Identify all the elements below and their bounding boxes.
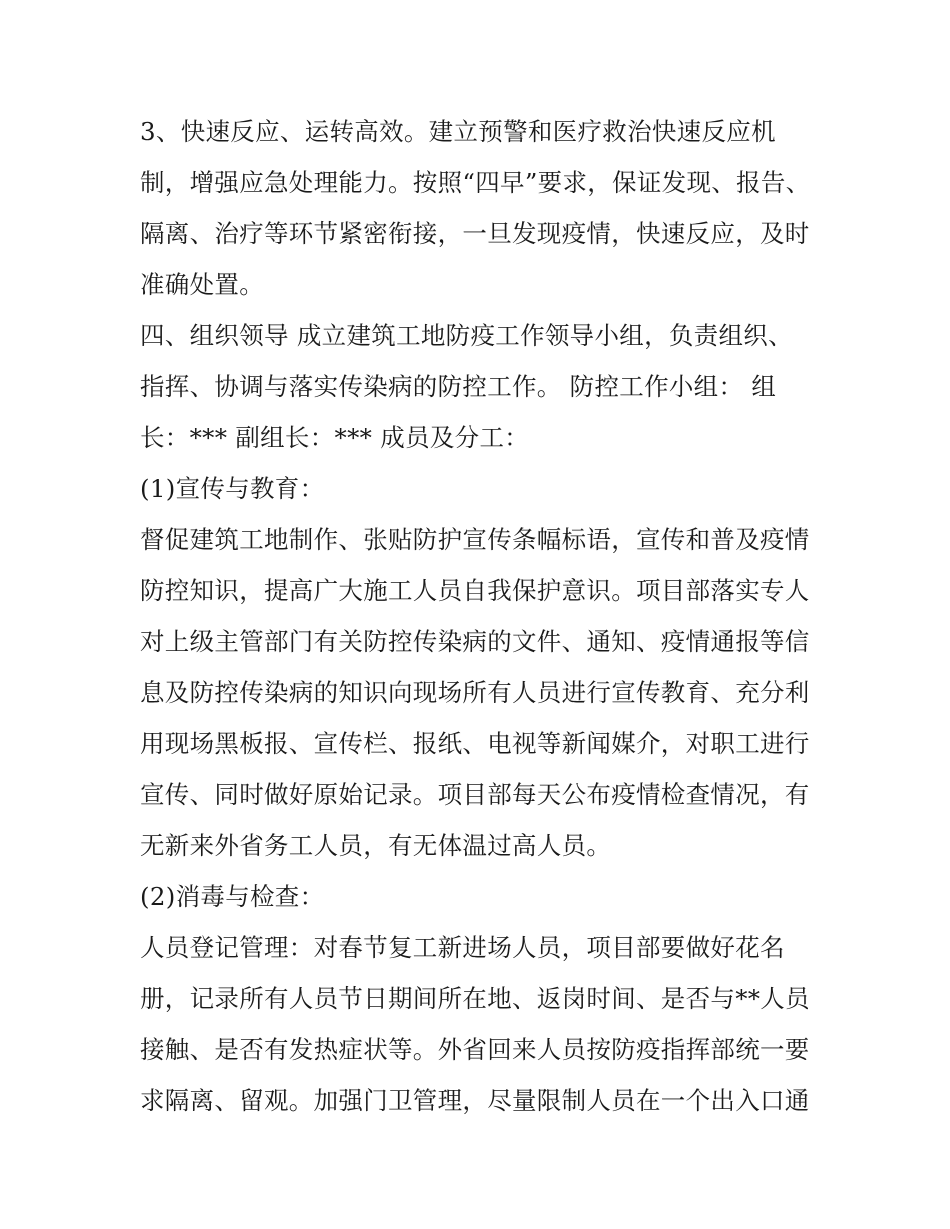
text-line: 求隔离、留观。加强门卫管理，尽量限制人员在一个出入口通	[140, 1086, 810, 1115]
text-line: 制，增强应急处理能力。按照“四早”要求，保证发现、报告、	[140, 168, 811, 197]
text-line: 3、快速反应、运转高效。建立预警和医疗救治快速反应机	[140, 117, 776, 146]
document-body	[140, 106, 820, 1126]
subsection-heading: (2)消毒与检查：	[140, 882, 325, 911]
text-line: 指挥、协调与落实传染病的防控工作。 防控工作小组： 组	[140, 372, 777, 401]
text-line: 无新来外省务工人员，有无体温过高人员。	[140, 831, 612, 860]
text-line: 隔离、治疗等环节紧密衔接，一旦发现疫情，快速反应，及时	[140, 219, 810, 248]
text-line: 长：*** 副组长：*** 成员及分工：	[140, 423, 530, 452]
text-line: 防控知识，提高广大施工人员自我保护意识。项目部落实专人	[140, 576, 810, 605]
section-heading-line: 四、组织领导 成立建筑工地防疫工作领导小组，负责组织、	[140, 321, 793, 350]
subsection-heading: (1)宣传与教育：	[140, 474, 325, 503]
text-line: 宣传、同时做好原始记录。项目部每天公布疫情检查情况，有	[140, 780, 810, 809]
text-line: 督促建筑工地制作、张贴防护宣传条幅标语，宣传和普及疫情	[140, 525, 810, 554]
text-line: 接触、是否有发热症状等。外省回来人员按防疫指挥部统一要	[140, 1035, 810, 1064]
text-line: 册，记录所有人员节日期间所在地、返岗时间、是否与**人员	[140, 984, 810, 1013]
text-line: 息及防控传染病的知识向现场所有人员进行宣传教育、充分利	[140, 678, 810, 707]
text-line: 用现场黑板报、宣传栏、报纸、电视等新闻媒介，对职工进行	[140, 729, 810, 758]
text-line: 人员登记管理：对春节复工新进场人员，项目部要做好花名	[140, 933, 785, 962]
text-line: 对上级主管部门有关防控传染病的文件、通知、疫情通报等信	[140, 627, 810, 656]
text-line: 准确处置。	[140, 270, 264, 299]
